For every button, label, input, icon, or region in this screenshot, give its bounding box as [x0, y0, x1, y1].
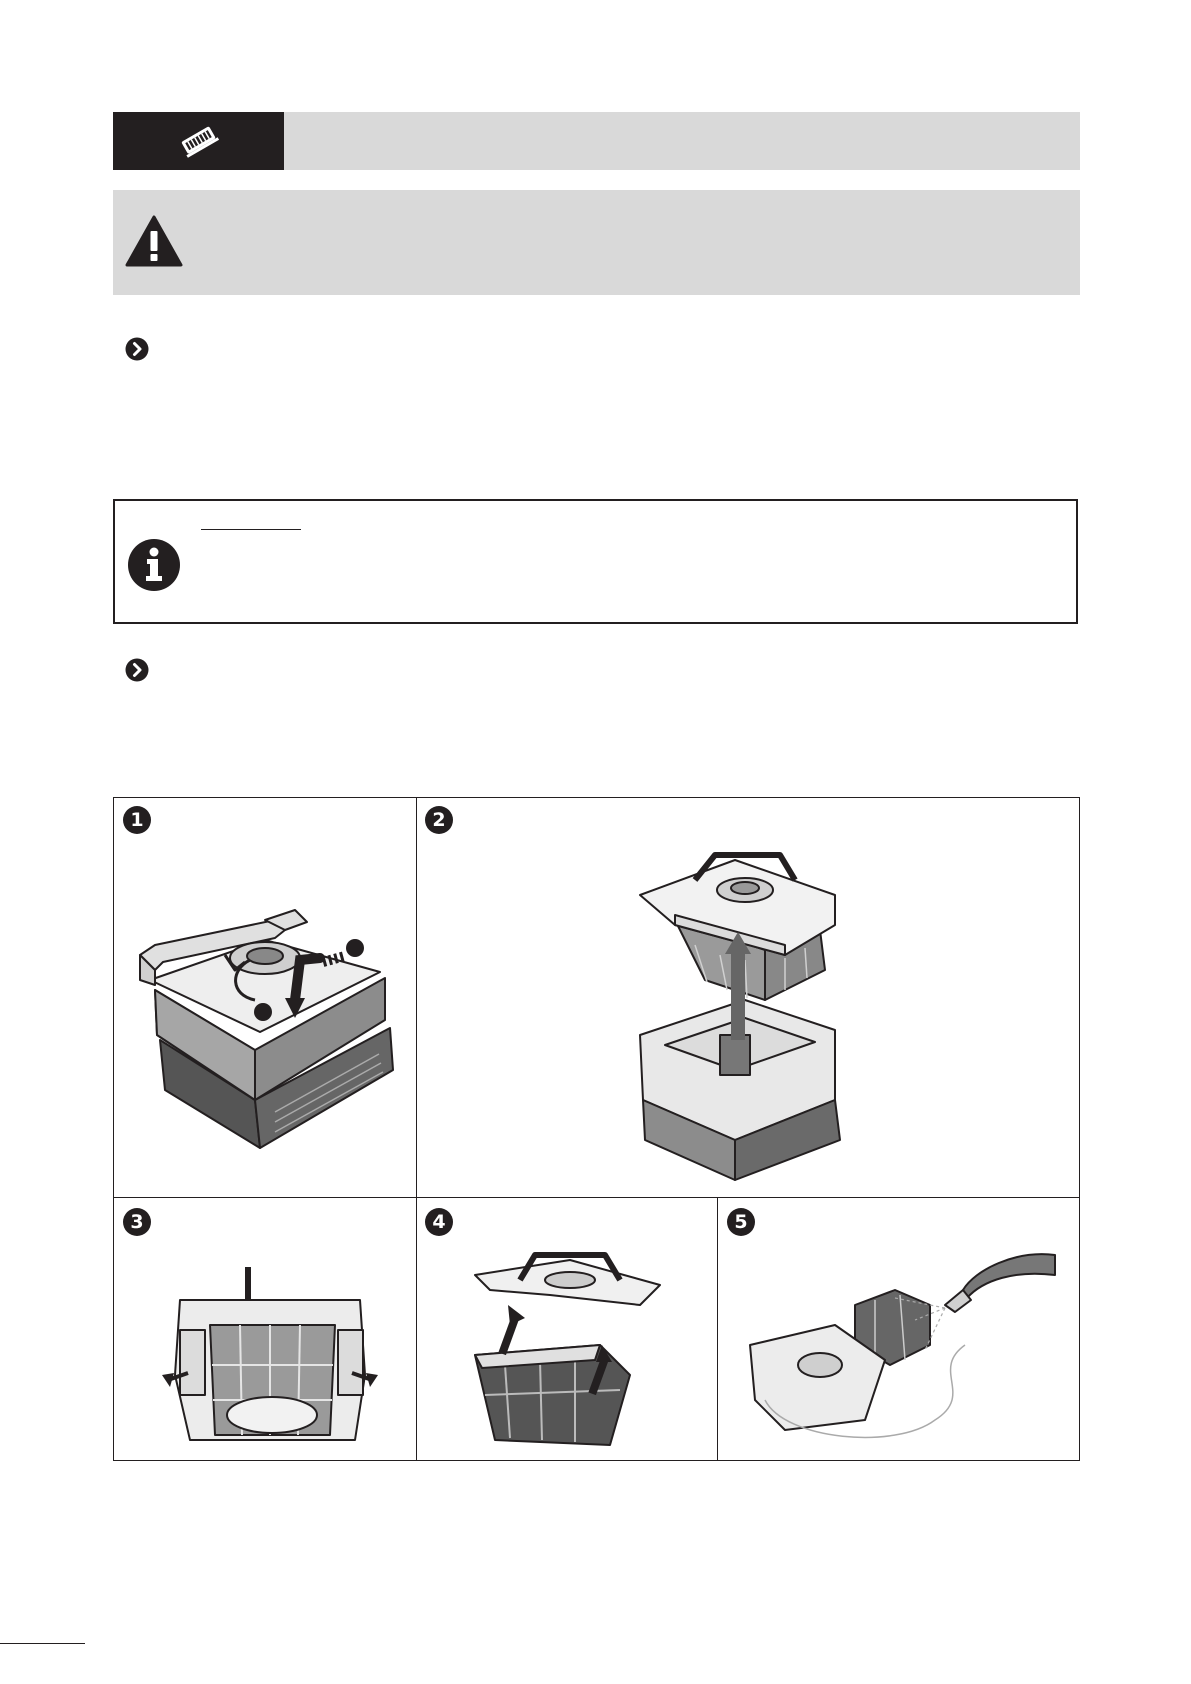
callout-marker [254, 1003, 272, 1021]
step-number: 3 [123, 1208, 151, 1236]
grid-divider [113, 1197, 1080, 1198]
step-number: 5 [727, 1208, 755, 1236]
step-number: 4 [425, 1208, 453, 1236]
section-header-icon-panel [113, 112, 284, 170]
warning-triangle-icon [125, 215, 183, 267]
callout-marker [346, 939, 364, 957]
step-number: 1 [123, 806, 151, 834]
grid-divider [416, 797, 417, 1461]
rinse-filter-illustration [745, 1250, 1060, 1450]
footer-rule [0, 1643, 85, 1644]
separate-filter-illustration [470, 1250, 665, 1450]
grid-divider [717, 1197, 718, 1461]
warning-box [113, 190, 1080, 295]
info-box [113, 499, 1078, 624]
robot-open-lid-illustration [135, 900, 395, 1160]
step-number: 2 [425, 806, 453, 834]
chevron-circle-right-icon [125, 658, 149, 682]
unclip-filter-illustration [160, 1255, 380, 1450]
filter-cartridge-icon [177, 124, 221, 158]
info-circle-icon [127, 538, 181, 592]
remove-filter-illustration [635, 850, 865, 1185]
chevron-circle-right-icon [125, 337, 149, 361]
info-heading-underline [201, 529, 301, 530]
